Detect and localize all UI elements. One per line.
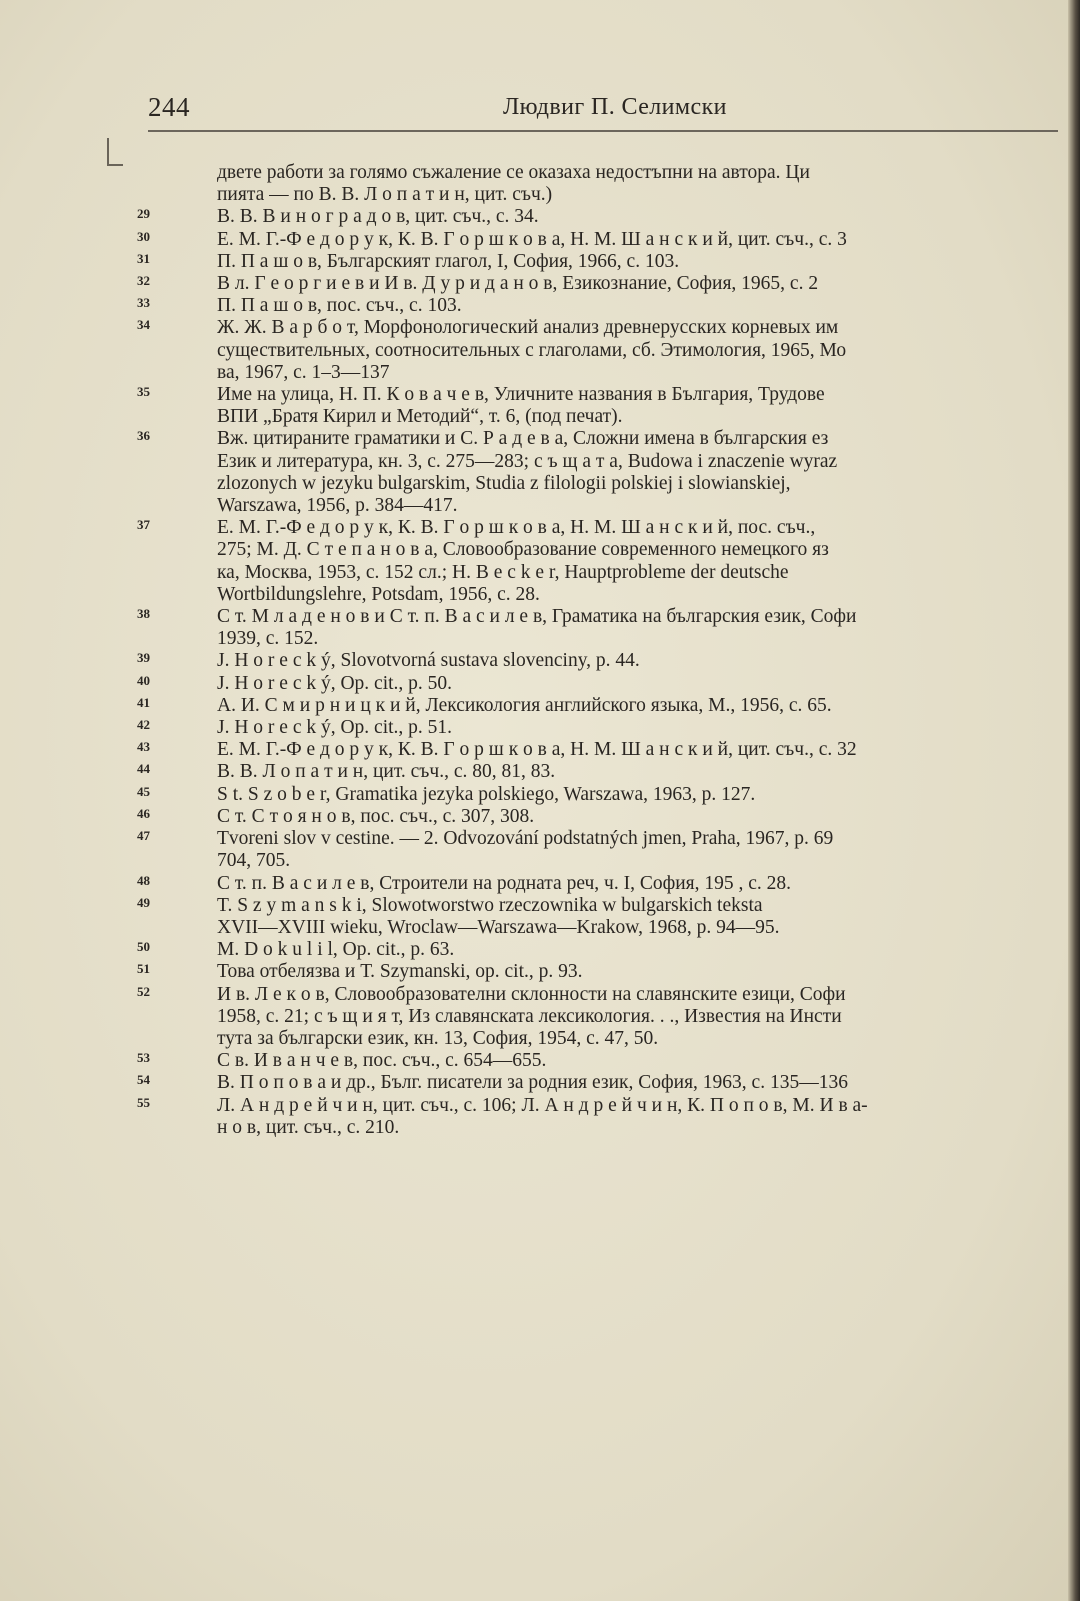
- footnote: [137, 961, 1059, 983]
- footnote: [137, 739, 1059, 761]
- footnote-number: 52: [137, 983, 150, 999]
- footnote-line: ка, Москва, 1953, с. 152 сл.; H. B e c k e r, Hauptprobleme der deutsche: [217, 561, 789, 583]
- footnote-line: XVII—XVIII wieku, Wroclaw—Warszawa—Krakow, 1968, p. 94—95.: [217, 916, 780, 938]
- footnote-number: 31: [137, 250, 150, 266]
- footnote-line: J. H o r e c k ý, Slovotvorná sustava slovenciny, p. 44.: [217, 650, 640, 672]
- footnote-line: 1939, с. 152.: [217, 628, 319, 650]
- footnote: [137, 828, 1059, 872]
- footnote-number: 42: [137, 717, 150, 733]
- footnote-number: 44: [137, 761, 150, 777]
- footnote-number: 47: [137, 828, 150, 844]
- footnote-number: 49: [137, 894, 150, 910]
- footnote: [137, 984, 1059, 1051]
- running-head: Людвиг П. Селимски: [503, 94, 727, 120]
- footnote-line: И в. Л е к о в, Словообразователни склонности на славянските езици, Софи: [217, 983, 846, 1005]
- footnote-number: 55: [137, 1094, 150, 1110]
- footnote-line: 275; М. Д. С т е п а н о в а, Словообразование современного немецкого яз: [217, 539, 829, 561]
- footnote-line: существительных, соотносительных с глаголами, сб. Этимология, 1965, Мо: [217, 339, 847, 361]
- footnote-line: Wortbildungslehre, Potsdam, 1956, с. 28.: [217, 583, 540, 605]
- footnote-line: T. S z y m a n s k i, Slowotworstwo rzeczownika w bulgarskich teksta: [217, 894, 763, 916]
- footnote-number: 54: [137, 1072, 150, 1088]
- page-number: 244: [148, 92, 190, 122]
- footnote: [137, 939, 1059, 961]
- footnote: [137, 761, 1059, 783]
- footnote: [137, 784, 1059, 806]
- footnote-line: н о в, цит. съч., с. 210.: [217, 1116, 400, 1138]
- footnote: [137, 317, 1059, 384]
- footnote-line: С т. С т о я н о в, пос. съч., с. 307, 308.: [217, 805, 535, 827]
- footnote-number: 33: [137, 295, 150, 311]
- footnote-line: двете работи за голямо съжаление се оказаха недостъпни на автора. Ци: [217, 162, 810, 183]
- footnote: [137, 1095, 1059, 1139]
- footnote: [137, 1050, 1059, 1072]
- footnote-line: Вж. цитираните граматики и С. Р а д е в а, Сложни имена в българския ез: [217, 428, 829, 450]
- footnote-line: В. В. Л о п а т и н, цит. съч., с. 80, 81, 83.: [217, 761, 556, 783]
- footnote-line: Л. А н д р е й ч и н, цит. съч., с. 106; Л. А н д р е й ч и н, К. П о п о в, М. И в а-: [217, 1094, 868, 1116]
- footnote-line: Е. М. Г.-Ф е д о р у к, К. В. Г о р ш к о в а, Н. М. Ш а н с к и й, цит. съч., с. 3: [217, 228, 847, 250]
- footnote-line: Ж. Ж. В а р б о т, Морфонологический анализ древнерусских корневых им: [217, 317, 839, 339]
- margin-mark: [107, 138, 123, 166]
- footnote-line: С т. М л а д е н о в и С т. п. В а с и л е в, Граматика на българския език, Софи: [217, 606, 857, 628]
- footnote: [137, 428, 1059, 517]
- footnote-number: 51: [137, 961, 150, 977]
- footnote-number: 39: [137, 650, 150, 666]
- footnote-number: 45: [137, 783, 150, 799]
- footnote-line: П. П а ш о в, Българският глагол, I, София, 1966, с. 103.: [217, 250, 680, 272]
- footnote-line: zlozonych w jezyku bulgarskim, Studia z filologii polskiej i slowianskiej,: [217, 472, 791, 494]
- footnote-line: С в. И в а н ч е в, пос. съч., с. 654—655.: [217, 1050, 547, 1072]
- footnote: [137, 295, 1059, 317]
- footnote: [137, 162, 1059, 206]
- footnote-number: 29: [137, 206, 150, 222]
- footnote-line: Е. М. Г.-Ф е д о р у к, К. В. Г о р ш к о в а, Н. М. Ш а н с к и й, пос. съч.,: [217, 517, 816, 539]
- footnote-number: 36: [137, 428, 150, 444]
- footnote-number: 53: [137, 1050, 150, 1066]
- footnote-number: 34: [137, 317, 150, 333]
- footnote-line: 1958, с. 21; с ъ щ и я т, Из славянската лексикология. . ., Известия на Инсти: [217, 1005, 842, 1027]
- footnote: [137, 673, 1059, 695]
- footnote: [137, 384, 1059, 428]
- footnote-line: пията — по В. В. Л о п а т и н, цит. съч.): [217, 184, 553, 206]
- footnote-number: 48: [137, 872, 150, 888]
- footnote-number: 32: [137, 273, 150, 289]
- footnote: [137, 695, 1059, 717]
- footnote-number: 40: [137, 672, 150, 688]
- footnote-line: ВПИ „Братя Кирил и Методий“, т. 6, (под печат).: [217, 406, 623, 428]
- footnote: [137, 717, 1059, 739]
- footnote-number: 50: [137, 939, 150, 955]
- footnote-number: 43: [137, 739, 150, 755]
- footnote: [137, 606, 1059, 650]
- footnote-line: Tvoreni slov v cestine. — 2. Odvozování podstatných jmen, Praha, 1967, p. 69: [217, 828, 834, 850]
- footnote-line: тута за български език, кн. 13, София, 1954, с. 47, 50.: [217, 1027, 659, 1049]
- footnote-line: Warszawa, 1956, p. 384—417.: [217, 495, 458, 517]
- footnote-line: В. П о п о в а и др., Бълг. писатели за родния език, София, 1963, с. 135—136: [217, 1072, 848, 1094]
- footnotes-list: [137, 162, 1059, 1222]
- footnote-line: J. H o r e c k ý, Op. cit., p. 50.: [217, 672, 453, 694]
- footnote-number: 41: [137, 694, 150, 710]
- footnote-line: В. В. В и н о г р а д о в, цит. съч., с. 34.: [217, 206, 539, 228]
- footnote-number: 35: [137, 384, 150, 400]
- footnote-number: 38: [137, 606, 150, 622]
- page-edge-shadow: [1068, 0, 1080, 1601]
- footnote-line: Име на улица, Н. П. К о в а ч е в, Уличните названия в България, Трудове: [217, 384, 825, 406]
- footnote: [137, 251, 1059, 273]
- footnote-line: 704, 705.: [217, 850, 291, 872]
- footnote-line: S t. S z o b e r, Gramatika jezyka polskiego, Warszawa, 1963, p. 127.: [217, 783, 756, 805]
- header-rule: [148, 130, 1058, 132]
- footnote: [137, 1072, 1059, 1094]
- footnote-number: 30: [137, 228, 150, 244]
- page-header: [148, 92, 1058, 132]
- footnote: [137, 873, 1059, 895]
- footnote: [137, 650, 1059, 672]
- footnote-line: А. И. С м и р н и ц к и й, Лексикология английского языка, М., 1956, с. 65.: [217, 694, 832, 716]
- footnote-line: M. D o k u l i l, Op. cit., p. 63.: [217, 939, 455, 961]
- footnote-number: 46: [137, 805, 150, 821]
- footnote-line: Език и литература, кн. 3, с. 275—283; с ъ щ а т а, Budowa i znaczenie wyraz: [217, 450, 838, 472]
- footnote: [137, 895, 1059, 939]
- footnote-number: 37: [137, 517, 150, 533]
- footnote-line: Това отбелязва и Т. Szymanski, op. cit., p. 93.: [217, 961, 583, 983]
- footnote-line: Е. М. Г.-Ф е д о р у к, К. В. Г о р ш к о в а, Н. М. Ш а н с к и й, цит. съч., с. 32: [217, 739, 857, 761]
- footnote: [137, 206, 1059, 228]
- footnote-line: П. П а ш о в, пос. съч., с. 103.: [217, 295, 462, 317]
- footnote: [137, 229, 1059, 251]
- footnote: [137, 273, 1059, 295]
- footnote-line: J. H o r e c k ý, Op. cit., p. 51.: [217, 717, 453, 739]
- footnote: [137, 517, 1059, 606]
- footnote-line: В л. Г е о р г и е в и И в. Д у р и д а н о в, Езикознание, София, 1965, с. 2: [217, 273, 819, 295]
- footnote-line: ва, 1967, с. 1–3—137: [217, 361, 390, 383]
- footnote-line: С т. п. В а с и л е в, Строители на родната реч, ч. I, София, 195 , с. 28.: [217, 872, 792, 894]
- footnote: [137, 806, 1059, 828]
